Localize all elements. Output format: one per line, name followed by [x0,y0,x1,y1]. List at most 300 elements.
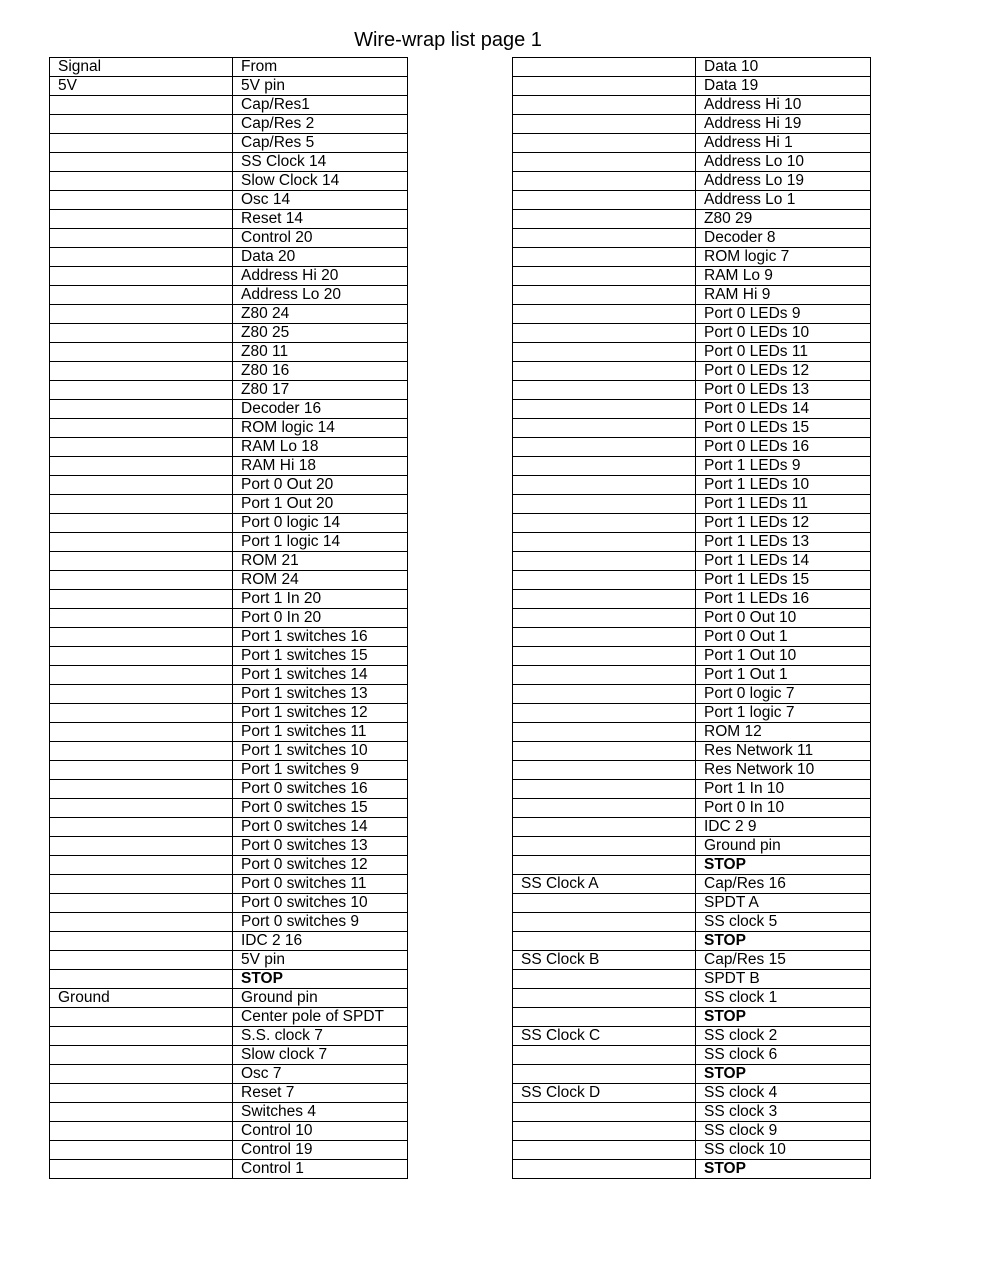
table-row [50,77,408,96]
table-row [50,932,408,951]
from-cell: Res Network 11 [696,742,871,761]
from-cell: SS clock 2 [696,1027,871,1046]
signal-cell [50,628,233,647]
table-row [50,476,408,495]
signal-cell [513,115,696,134]
table-row [513,305,871,324]
table-row [513,419,871,438]
from-cell: Port 1 Out 20 [233,495,408,514]
from-cell: Port 1 LEDs 12 [696,514,871,533]
signal-cell [513,704,696,723]
table-row [50,1122,408,1141]
table-row [50,400,408,419]
signal-cell [513,476,696,495]
signal-cell [50,115,233,134]
from-cell: SS clock 5 [696,913,871,932]
signal-cell [50,837,233,856]
signal-cell [50,685,233,704]
signal-cell [50,1141,233,1160]
table-row [513,875,871,894]
from-cell: Port 0 LEDs 14 [696,400,871,419]
from-cell: Port 1 LEDs 15 [696,571,871,590]
table-row [50,419,408,438]
signal-cell [513,894,696,913]
signal-cell: 5V [50,77,233,96]
from-cell: Res Network 10 [696,761,871,780]
signal-cell [513,799,696,818]
signal-cell [50,913,233,932]
from-cell: Cap/Res 5 [233,134,408,153]
from-cell: Cap/Res 15 [696,951,871,970]
signal-cell [513,134,696,153]
table-row [50,210,408,229]
table-row [50,856,408,875]
from-cell: Port 0 switches 9 [233,913,408,932]
from-cell: Decoder 8 [696,229,871,248]
table-row [513,666,871,685]
from-cell: Port 0 LEDs 13 [696,381,871,400]
signal-cell [50,419,233,438]
signal-cell [50,362,233,381]
from-cell: ROM logic 7 [696,248,871,267]
signal-cell [50,96,233,115]
table-row [513,115,871,134]
table-row [513,856,871,875]
from-cell: Port 1 Out 1 [696,666,871,685]
signal-cell: SS Clock A [513,875,696,894]
table-row [513,286,871,305]
table-row [513,457,871,476]
table-row [513,590,871,609]
table-row [513,704,871,723]
from-cell: Port 0 switches 10 [233,894,408,913]
signal-cell [513,590,696,609]
signal-cell [513,970,696,989]
from-cell: Port 1 switches 14 [233,666,408,685]
table-row [513,324,871,343]
table-row [50,590,408,609]
signal-cell [513,381,696,400]
table-row [50,723,408,742]
from-cell: Port 0 switches 14 [233,818,408,837]
signal-cell [50,1027,233,1046]
table-row [50,1027,408,1046]
signal-cell [513,742,696,761]
table-row [50,115,408,134]
from-cell: Address Lo 19 [696,172,871,191]
table-row [50,1160,408,1179]
table-row [513,96,871,115]
table-row [513,647,871,666]
from-cell: Address Hi 1 [696,134,871,153]
signal-cell: SS Clock B [513,951,696,970]
from-cell: Port 0 switches 16 [233,780,408,799]
signal-cell [513,305,696,324]
signal-cell [50,647,233,666]
signal-cell [513,647,696,666]
table-row [513,381,871,400]
signal-cell [513,666,696,685]
from-cell: Port 0 LEDs 12 [696,362,871,381]
table-row [513,1103,871,1122]
signal-cell [50,1008,233,1027]
from-cell: Port 1 switches 16 [233,628,408,647]
table-row [513,951,871,970]
from-cell: SS clock 3 [696,1103,871,1122]
from-cell: ROM 24 [233,571,408,590]
signal-cell [513,1160,696,1179]
signal-column-header: Signal [50,58,233,77]
signal-cell: SS Clock D [513,1084,696,1103]
stop-cell: STOP [696,1160,871,1179]
page-title: Wire-wrap list page 1 [354,29,542,51]
from-cell: IDC 2 9 [696,818,871,837]
signal-cell: Ground [50,989,233,1008]
signal-cell [50,381,233,400]
table-row [50,875,408,894]
from-cell: Z80 16 [233,362,408,381]
table-row [50,1008,408,1027]
from-cell: Cap/Res 2 [233,115,408,134]
signal-cell [513,913,696,932]
signal-cell [513,362,696,381]
table-row [513,343,871,362]
from-cell: Port 0 switches 12 [233,856,408,875]
table-row [513,438,871,457]
signal-cell [50,1103,233,1122]
signal-cell [50,571,233,590]
from-cell: Address Lo 1 [696,191,871,210]
table-row [513,571,871,590]
from-cell: Data 10 [696,58,871,77]
table-row [50,571,408,590]
signal-cell [50,932,233,951]
from-cell: SS clock 6 [696,1046,871,1065]
from-cell: Port 0 switches 13 [233,837,408,856]
from-cell: Port 1 switches 9 [233,761,408,780]
from-cell: ROM 21 [233,552,408,571]
signal-cell [50,267,233,286]
table-row [513,837,871,856]
table-row [513,913,871,932]
signal-cell [513,172,696,191]
table-row [50,989,408,1008]
from-cell: Port 1 switches 15 [233,647,408,666]
from-cell: RAM Lo 9 [696,267,871,286]
signal-cell [50,229,233,248]
table-row [513,476,871,495]
from-cell: Port 1 LEDs 16 [696,590,871,609]
table-row [50,172,408,191]
signal-cell [513,286,696,305]
signal-cell [513,780,696,799]
signal-cell [50,533,233,552]
table-row [513,970,871,989]
from-cell: Port 1 switches 12 [233,704,408,723]
table-row [50,381,408,400]
table-row [50,533,408,552]
table-row [50,495,408,514]
table-row [513,818,871,837]
signal-cell [513,96,696,115]
from-cell: Ground pin [233,989,408,1008]
from-cell: Address Hi 20 [233,267,408,286]
table-row [50,609,408,628]
from-cell: Control 10 [233,1122,408,1141]
from-cell: Address Hi 10 [696,96,871,115]
signal-cell [513,685,696,704]
table-row [50,248,408,267]
signal-cell [50,1122,233,1141]
signal-cell [513,1103,696,1122]
signal-cell [513,552,696,571]
table-row [513,989,871,1008]
signal-cell [50,286,233,305]
signal-cell [50,761,233,780]
signal-cell [50,875,233,894]
from-cell: Z80 29 [696,210,871,229]
table-row [513,932,871,951]
signal-cell [50,590,233,609]
signal-cell [50,210,233,229]
from-cell: Osc 14 [233,191,408,210]
from-cell: SS clock 9 [696,1122,871,1141]
table-row [513,780,871,799]
table-row [50,742,408,761]
signal-cell [513,514,696,533]
signal-cell [50,856,233,875]
from-cell: Port 0 switches 11 [233,875,408,894]
signal-cell [50,305,233,324]
table-row [513,1084,871,1103]
signal-cell [513,324,696,343]
from-cell: 5V pin [233,951,408,970]
signal-cell [513,495,696,514]
table-row [50,134,408,153]
signal-cell [513,248,696,267]
table-row [513,1046,871,1065]
signal-cell [50,153,233,172]
table-row [513,248,871,267]
from-cell: Port 1 logic 14 [233,533,408,552]
from-cell: Z80 25 [233,324,408,343]
signal-cell [513,1046,696,1065]
from-cell: RAM Lo 18 [233,438,408,457]
table-row [50,951,408,970]
signal-cell [513,761,696,780]
from-cell: Port 1 In 10 [696,780,871,799]
from-cell: Control 19 [233,1141,408,1160]
signal-cell [513,457,696,476]
from-cell: Port 0 In 10 [696,799,871,818]
signal-cell [50,666,233,685]
from-cell: ROM 12 [696,723,871,742]
signal-cell [50,609,233,628]
signal-cell [50,495,233,514]
from-cell: Port 1 In 20 [233,590,408,609]
table-row [50,685,408,704]
from-cell: Switches 4 [233,1103,408,1122]
wire-list-table-right [512,57,871,1179]
from-cell: Slow Clock 14 [233,172,408,191]
table-row [50,1141,408,1160]
table-row [50,780,408,799]
from-cell: ROM logic 14 [233,419,408,438]
table-row [513,628,871,647]
table-row [50,343,408,362]
table-row [513,799,871,818]
table-row [50,362,408,381]
signal-cell [50,951,233,970]
from-cell: Port 0 In 20 [233,609,408,628]
signal-cell [50,457,233,476]
table-row [513,1160,871,1179]
signal-cell [513,77,696,96]
from-cell: Port 1 LEDs 14 [696,552,871,571]
signal-cell [50,552,233,571]
from-cell: Data 20 [233,248,408,267]
table-row [50,647,408,666]
from-cell: Reset 14 [233,210,408,229]
table-row [50,1103,408,1122]
table-row [50,457,408,476]
from-cell: Port 1 switches 11 [233,723,408,742]
table-row [513,1065,871,1084]
from-cell: Port 0 LEDs 11 [696,343,871,362]
from-cell: RAM Hi 9 [696,286,871,305]
from-cell: Z80 24 [233,305,408,324]
from-cell: Port 1 switches 13 [233,685,408,704]
signal-cell [50,324,233,343]
from-cell: Port 1 Out 10 [696,647,871,666]
from-cell: Port 1 switches 10 [233,742,408,761]
signal-cell [50,400,233,419]
stop-cell: STOP [696,1065,871,1084]
from-cell: Address Hi 19 [696,115,871,134]
signal-cell [50,799,233,818]
wire-list-table-left [49,57,408,1179]
table-row [513,362,871,381]
stop-cell: STOP [696,932,871,951]
from-cell: Control 1 [233,1160,408,1179]
table-row [50,438,408,457]
signal-cell [513,533,696,552]
table-row [50,818,408,837]
table-row [513,514,871,533]
table-row [513,723,871,742]
table-row [50,666,408,685]
from-cell: Port 0 LEDs 9 [696,305,871,324]
signal-cell [513,343,696,362]
signal-cell [50,172,233,191]
table-row [513,1027,871,1046]
table-row [513,153,871,172]
from-cell: Port 0 switches 15 [233,799,408,818]
from-cell: Port 0 LEDs 16 [696,438,871,457]
from-cell: Control 20 [233,229,408,248]
table-row [513,1008,871,1027]
signal-cell [513,1008,696,1027]
signal-cell [50,704,233,723]
table-row [50,267,408,286]
signal-cell [513,856,696,875]
signal-cell [50,191,233,210]
table-row [513,1141,871,1160]
from-cell: IDC 2 16 [233,932,408,951]
signal-cell: SS Clock C [513,1027,696,1046]
table-row [50,286,408,305]
from-cell: Address Lo 10 [696,153,871,172]
from-cell: Port 0 Out 20 [233,476,408,495]
signal-cell [50,438,233,457]
table-row [513,172,871,191]
signal-cell [50,970,233,989]
signal-cell [513,932,696,951]
from-cell: Port 1 LEDs 13 [696,533,871,552]
signal-cell [50,723,233,742]
from-cell: Port 0 Out 10 [696,609,871,628]
signal-cell [513,628,696,647]
table-row [50,970,408,989]
table-row [513,267,871,286]
from-cell: Port 0 LEDs 15 [696,419,871,438]
signal-cell [50,514,233,533]
signal-cell [50,476,233,495]
from-cell: Decoder 16 [233,400,408,419]
table-row [513,609,871,628]
signal-cell [513,400,696,419]
table-row [513,495,871,514]
table-row [50,153,408,172]
table-row [50,305,408,324]
table-row [513,191,871,210]
from-cell: Port 0 LEDs 10 [696,324,871,343]
signal-cell [50,343,233,362]
signal-cell [513,1065,696,1084]
from-cell: RAM Hi 18 [233,457,408,476]
signal-cell [50,894,233,913]
table-row [513,400,871,419]
from-cell: SPDT A [696,894,871,913]
table-row [513,552,871,571]
from-cell: Cap/Res 16 [696,875,871,894]
from-cell: SS clock 1 [696,989,871,1008]
signal-cell [50,134,233,153]
table-row [50,552,408,571]
table-row [50,1084,408,1103]
from-cell: Ground pin [696,837,871,856]
signal-cell [513,723,696,742]
from-column-header: From [233,58,408,77]
from-cell: SS clock 10 [696,1141,871,1160]
signal-cell [50,1084,233,1103]
table-row [513,685,871,704]
signal-cell [513,837,696,856]
from-cell: Address Lo 20 [233,286,408,305]
table-row [50,913,408,932]
signal-cell [50,742,233,761]
signal-cell [513,210,696,229]
from-cell: Port 0 Out 1 [696,628,871,647]
signal-cell [50,248,233,267]
from-cell: Port 0 logic 7 [696,685,871,704]
from-cell: Cap/Res1 [233,96,408,115]
table-row [50,191,408,210]
signal-cell [513,818,696,837]
from-cell: Reset 7 [233,1084,408,1103]
table-row [50,628,408,647]
signal-cell [50,1065,233,1084]
